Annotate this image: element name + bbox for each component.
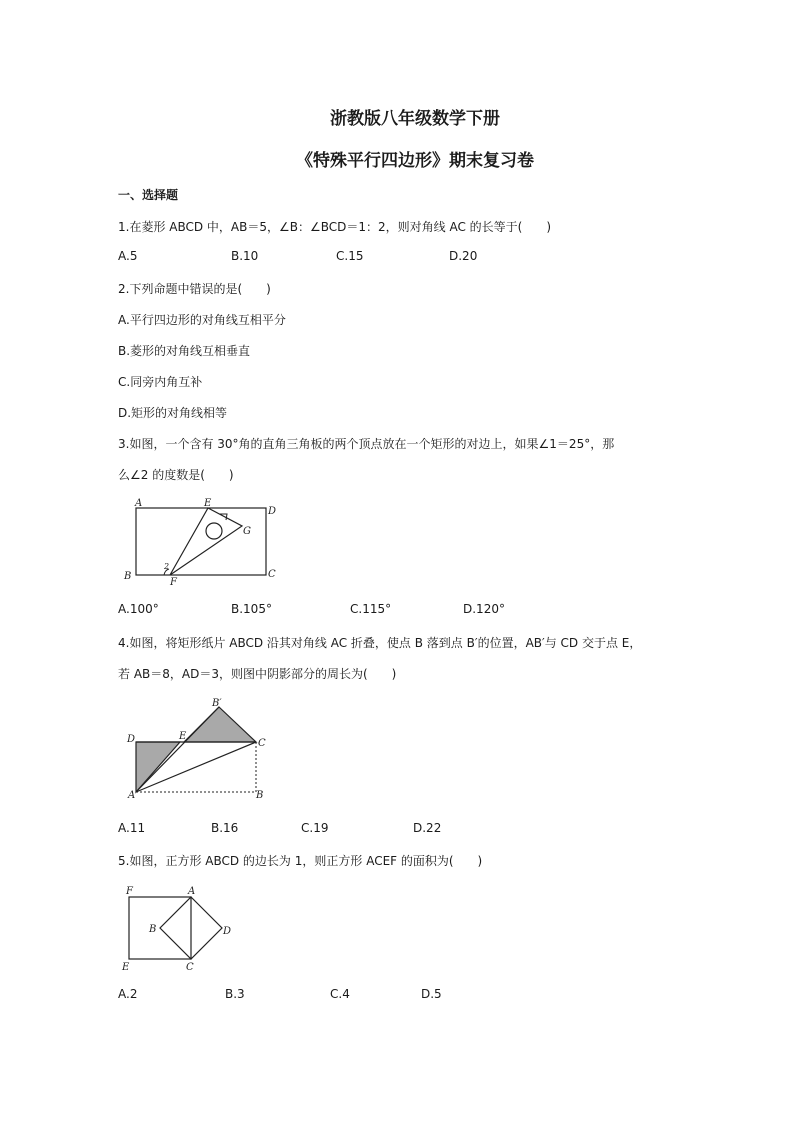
rectangle-abcd — [136, 508, 266, 575]
page-title-line1: 浙教版八年级数学下册 — [330, 109, 500, 129]
label-f: F — [170, 577, 177, 588]
question-4-option-c: C.19 — [301, 821, 329, 835]
question-3-option-a: A.100° — [118, 602, 159, 616]
question-1-option-a: A.5 — [118, 249, 138, 263]
label-a: A — [188, 886, 196, 897]
label-e: E — [179, 731, 187, 742]
question-3-figure — [118, 496, 288, 590]
label-c: C — [186, 962, 194, 973]
set-square-hole — [206, 523, 222, 539]
question-3-stem-line2: 么∠2 的度数是( ) — [118, 468, 234, 482]
question-4-stem-line1: 4.如图，将矩形纸片 ABCD 沿其对角线 AC 折叠，使点 B 落到点 B′的位置，AB′与 CD 交于点 E， — [118, 636, 642, 650]
question-2-option-a: A.平行四边形的对角线互相平分 — [118, 313, 286, 327]
label-b-prime: B′ — [212, 698, 222, 709]
question-1-option-c: C.15 — [336, 249, 364, 263]
shaded-triangle-bprime — [184, 707, 256, 742]
question-4-stem-line2: 若 AB＝8，AD＝3，则图中阴影部分的周长为( ) — [118, 667, 397, 681]
question-5-option-a: A.2 — [118, 987, 138, 1001]
question-5-stem: 5.如图，正方形 ABCD 的边长为 1，则正方形 ACEF 的面积为( ) — [118, 854, 483, 868]
label-b: B — [124, 571, 132, 582]
question-2-option-b: B.菱形的对角线互相垂直 — [118, 344, 251, 358]
question-3-stem-line1: 3.如图，一个含有 30°角的直角三角板的两个顶点放在一个矩形的对边上，如果∠1＝25°，那 — [118, 437, 615, 451]
section-heading: 一、选择题 — [118, 188, 179, 202]
label-a: A — [135, 498, 143, 509]
label-a: A — [128, 790, 136, 801]
question-5-figure — [118, 882, 248, 978]
question-4-option-d: D.22 — [413, 821, 442, 835]
label-d: D — [127, 734, 136, 745]
label-e: E — [122, 962, 130, 973]
question-2-option-c: C.同旁内角互补 — [118, 375, 203, 389]
question-1-option-b: B.10 — [231, 249, 259, 263]
label-e: E — [204, 498, 212, 509]
question-3-option-b: B.105° — [231, 602, 272, 616]
question-1-option-d: D.20 — [449, 249, 478, 263]
question-4-option-b: B.16 — [211, 821, 239, 835]
label-angle-2: 2 — [164, 562, 170, 571]
question-3-option-d: D.120° — [463, 602, 505, 616]
question-2-stem: 2.下列命题中错误的是( ) — [118, 282, 271, 296]
question-1-stem: 1.在菱形 ABCD 中，AB＝5，∠B：∠BCD＝1：2，则对角线 AC 的长等于( ) — [118, 220, 552, 234]
question-4-option-a: A.11 — [118, 821, 146, 835]
question-4-figure — [118, 694, 278, 806]
label-d: D — [268, 506, 277, 517]
label-b: B — [256, 790, 264, 801]
label-f: F — [126, 886, 133, 897]
label-d: D — [223, 926, 232, 937]
question-5-option-c: C.4 — [330, 987, 350, 1001]
question-2-option-d: D.矩形的对角线相等 — [118, 406, 228, 420]
set-square-triangle — [170, 508, 242, 575]
page-title-line2: 《特殊平行四边形》期末复习卷 — [296, 151, 534, 171]
question-5-option-b: B.3 — [225, 987, 245, 1001]
label-c: C — [268, 569, 276, 580]
label-c: C — [258, 738, 266, 749]
label-b: B — [149, 924, 157, 935]
question-3-option-c: C.115° — [350, 602, 392, 616]
question-5-option-d: D.5 — [421, 987, 442, 1001]
label-g: G — [243, 526, 251, 537]
